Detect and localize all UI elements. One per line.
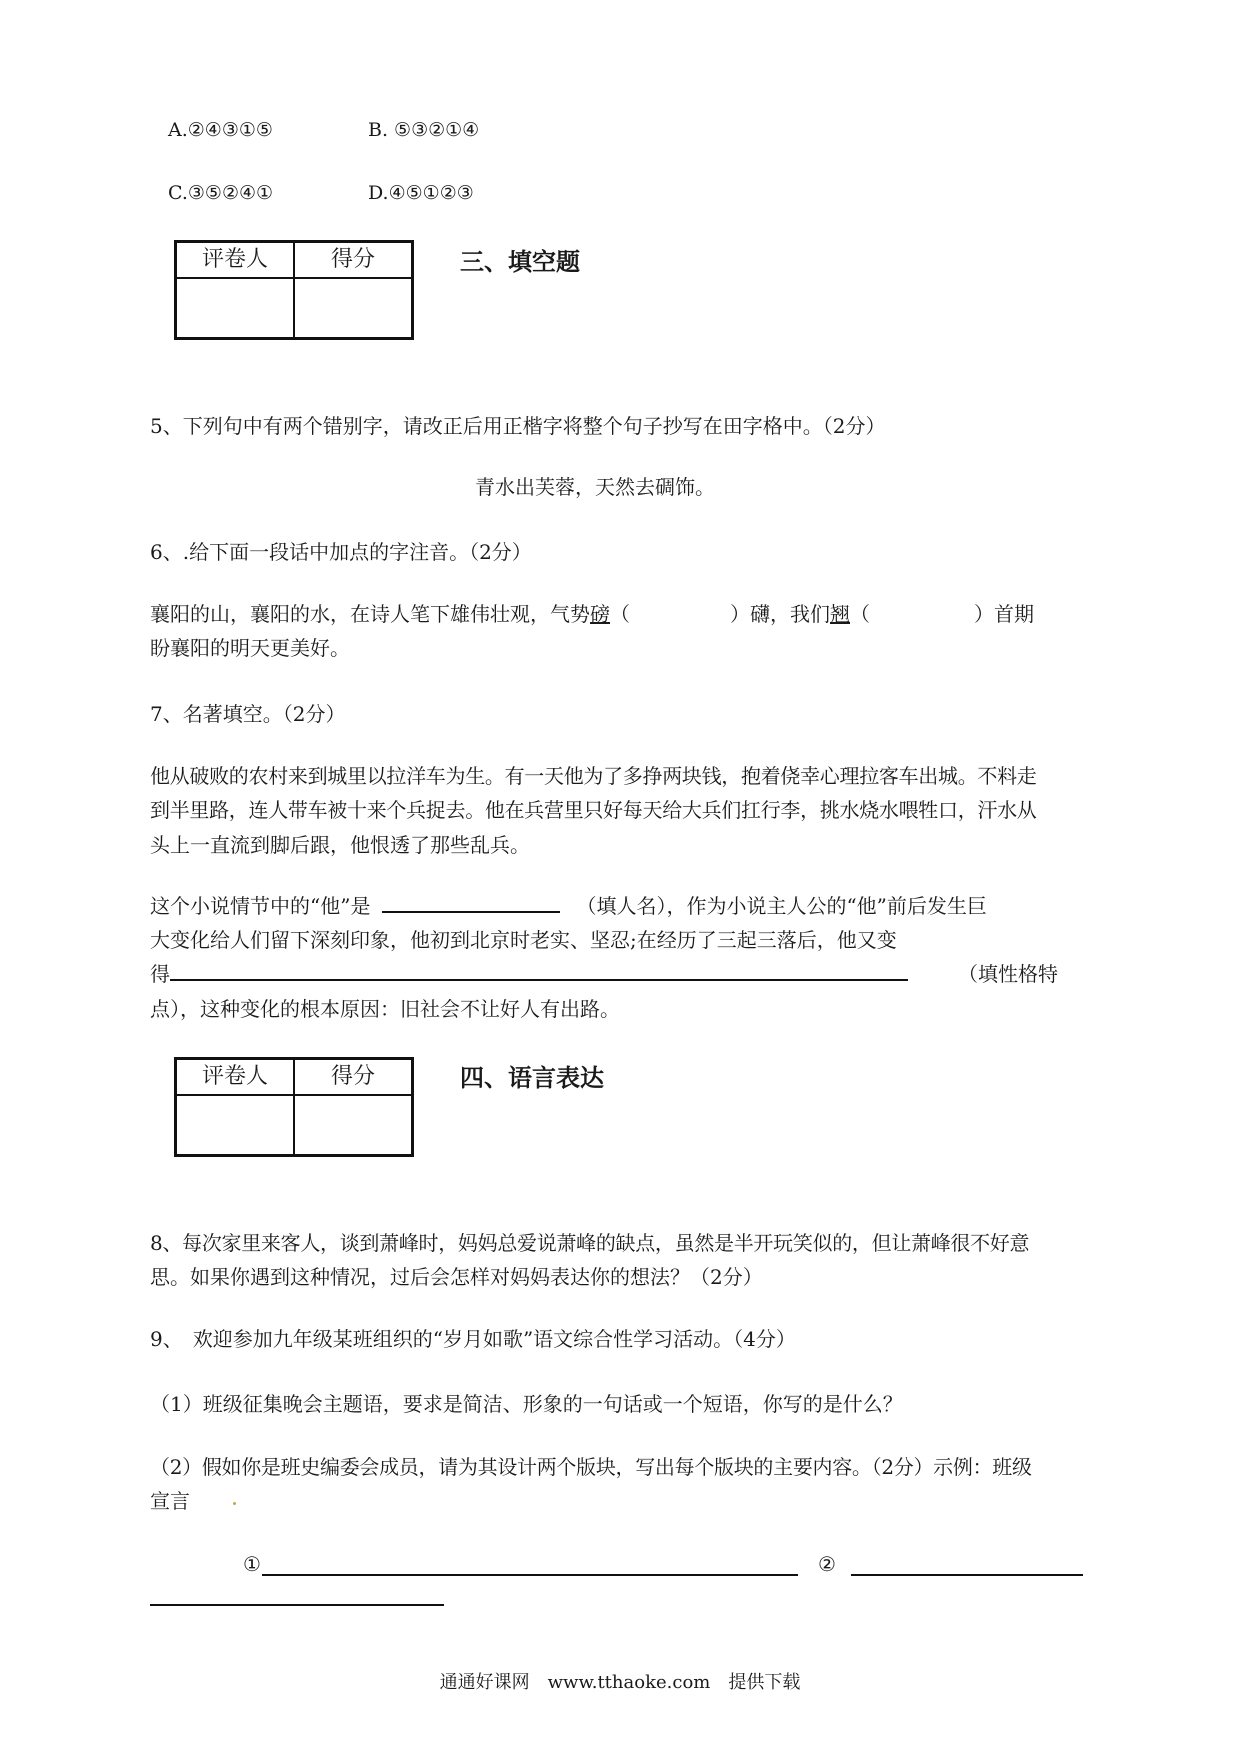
answer-line-2-continued[interactable] [150, 1604, 444, 1606]
answer-line-2[interactable] [851, 1574, 1083, 1576]
grader-header: 评卷人 [176, 242, 295, 279]
q9-sub2-line2: 宣言 [150, 1489, 190, 1513]
grader-header: 评卷人 [176, 1059, 295, 1096]
section4-title: 四、语言表达 [460, 1064, 604, 1092]
q9-sub1: （1）班级征集晚会主题语，要求是简洁、形象的一句话或一个短语，你写的是什么？ [150, 1392, 903, 1416]
option-b: B. ⑤③②①④ [368, 119, 480, 141]
score-header: 得分 [294, 242, 413, 279]
q6-char2: 翘 [830, 602, 850, 626]
option-d: D.④⑤①②③ [368, 182, 474, 204]
option-c: C.③⑤②④① [168, 182, 274, 204]
section3-title: 三、填空题 [460, 248, 580, 276]
q6-line1 [150, 597, 1034, 631]
q7-prompt: 7、名著填空。（2分） [150, 702, 346, 726]
grader-cell [176, 278, 295, 339]
answer-line-1[interactable] [262, 1574, 798, 1576]
answer-mark-1: ① [243, 1552, 261, 1576]
page-footer: 通通好课网 www.tthaoke.com 提供下载 [439, 1672, 801, 1693]
q6-paren1-open: （ [610, 602, 630, 626]
q7-passage-line1: 他从破败的农村来到城里以拉洋车为生。有一天他为了多挣两块钱，抱着侥幸心理拉客车出城。不料走 [150, 764, 1037, 788]
q7-passage-line2: 到半里路，连人带车被十来个兵捉去。他在兵营里只好每天给大兵们扛行李，挑水烧水喂牲口，汗水从 [150, 798, 1037, 822]
q6-line2: 盼襄阳的明天更美好。 [150, 636, 350, 660]
score-header: 得分 [294, 1059, 413, 1096]
stray-dot [233, 1502, 236, 1505]
q8-line1: 8、每次家里来客人，谈到萧峰时，妈妈总爱说萧峰的缺点，虽然是半开玩笑似的，但让萧峰很不好意 [150, 1231, 1030, 1255]
q7-fill-line1-rest: （填人名），作为小说主人公的“他”前后发生巨 [576, 894, 987, 918]
score-cell [294, 1095, 413, 1156]
q5-prompt: 5、下列句中有两个错别字，请改正后用正楷字将整个句子抄写在田字格中。（2分） [150, 414, 886, 438]
q6-paren2-close: ）首期 [974, 602, 1034, 626]
answer-mark-2: ② [818, 1552, 836, 1576]
score-box-section3 [174, 240, 414, 340]
q9-prompt: 9、 欢迎参加九年级某班组织的“岁月如歌”语文综合性学习活动。（4分） [150, 1327, 796, 1351]
q7-fill-line3-rest: （填性格特 [958, 962, 1058, 986]
q7-fill-line4: 点），这种变化的根本原因：旧社会不让好人有出路。 [150, 997, 620, 1021]
name-blank[interactable] [382, 889, 560, 913]
option-a: A.②④③①⑤ [168, 119, 273, 141]
q6-line1-text: 襄阳的山，襄阳的水，在诗人笔下雄伟壮观，气势 [150, 602, 590, 626]
trait-blank[interactable] [170, 957, 908, 981]
score-cell [294, 278, 413, 339]
q7-fill-line1-text: 这个小说情节中的“他”是 [150, 894, 371, 918]
score-box-section4 [174, 1057, 414, 1157]
grader-cell [176, 1095, 295, 1156]
q6-char1: 磅 [590, 602, 610, 626]
q7-fill-line2: 大变化给人们留下深刻印象，他初到北京时老实、坚忍;在经历了三起三落后，他又变 [150, 928, 897, 952]
q6-paren2-open: （ [850, 602, 870, 626]
q7-fill-line3-text: 得 [150, 962, 170, 986]
q7-passage-line3: 头上一直流到脚后跟，他恨透了那些乱兵。 [150, 833, 530, 857]
q7-fill-line1 [150, 889, 987, 923]
q7-fill-line3 [150, 957, 1058, 991]
q6-paren1-close: ）礴，我们 [730, 602, 830, 626]
q8-line2: 思。如果你遇到这种情况，过后会怎样对妈妈表达你的想法？（2分） [150, 1265, 763, 1289]
q6-prompt: 6、.给下面一段话中加点的字注音。（2分） [150, 540, 532, 564]
q9-sub2-line1: （2）假如你是班史编委会成员，请为其设计两个版块，写出每个版块的主要内容。（2分）示例：班级 [150, 1455, 1032, 1479]
q5-sentence: 青水出芙蓉，天然去碉饰。 [475, 475, 715, 499]
